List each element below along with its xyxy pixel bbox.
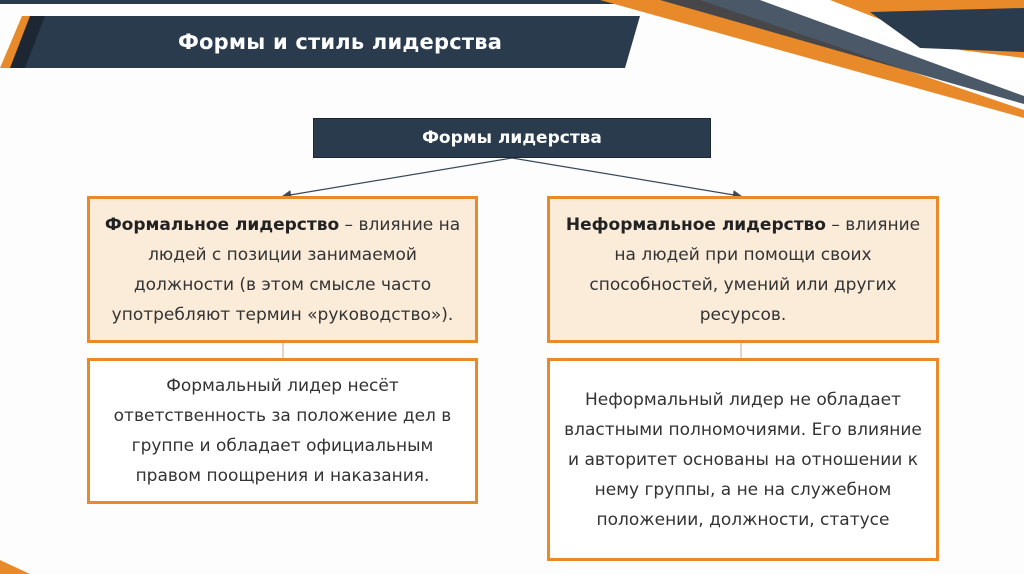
informal-description: Неформальный лидер не обладает властными полномочиями. Его влияние и авторитет основаны на отношении к нему группы, а не на служебном положении, должности, статусе: [564, 389, 922, 530]
page-title: Формы и стиль лидерства: [178, 30, 503, 54]
informal-definition-box: [547, 196, 939, 343]
formal-term: Формальное лидерство: [104, 214, 340, 235]
formal-definition-text: [100, 210, 465, 330]
formal-description-box: [87, 358, 478, 504]
formal-definition-box: [87, 196, 478, 343]
arrow-right: [512, 158, 740, 196]
formal-definition: – влияние на людей с позиции занимаемой должности (в этом смысле часто употребляют термин «руководство»).: [111, 214, 461, 325]
informal-description-box: [547, 358, 939, 561]
arrow-left: [284, 158, 512, 196]
informal-term: Неформальное лидерство: [565, 214, 826, 235]
informal-definition: – влияние на людей при помощи своих способностей, умений или других ресурсов.: [589, 214, 921, 325]
root-node: [313, 118, 711, 158]
root-node-label: Формы лидерства: [422, 128, 602, 148]
formal-description: Формальный лидер несёт ответственность за положение дел в группе и обладает официальным правом поощрения и наказания.: [113, 376, 452, 486]
informal-definition-text: [560, 210, 926, 330]
